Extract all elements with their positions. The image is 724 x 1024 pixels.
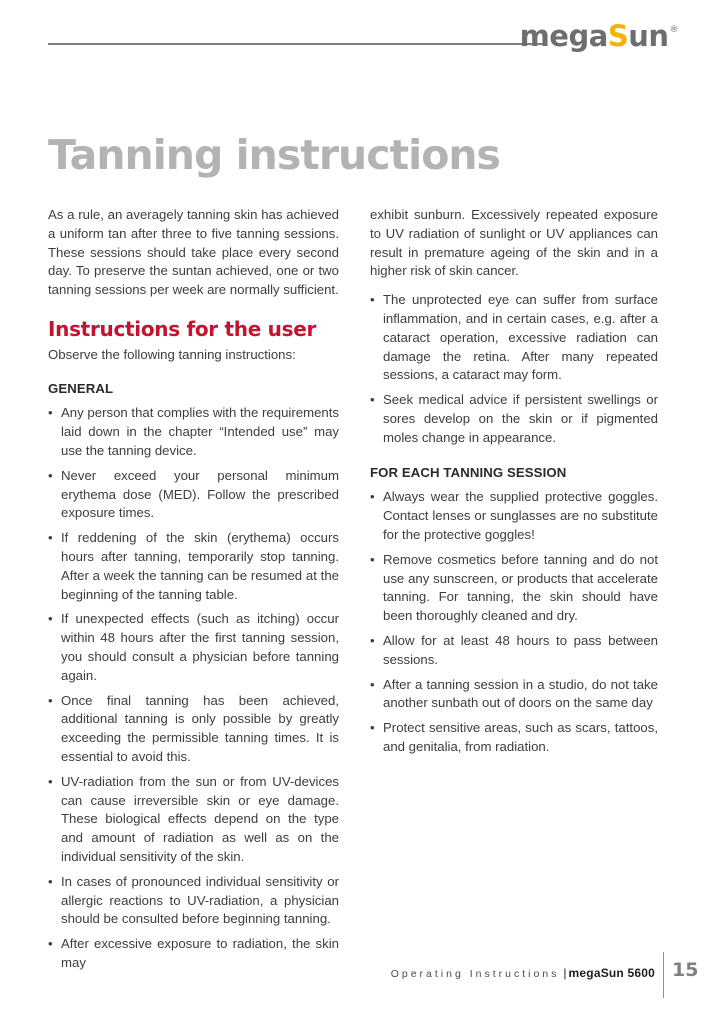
footer-divider [663,952,664,998]
page-number: 15 [672,959,699,981]
list-item: • After excessive exposure to radiation, the skin may [61,935,339,973]
general-bullet-list-continued [370,291,658,447]
footer-separator: | [563,966,567,980]
general-heading: GENERAL [48,380,114,396]
list-item: • UV-radiation from the sun or from UV-devices can cause irreversible skin or eye damage. These biological effects depend on the type and amount of radiation as well as on the individual sensitivity of the skin. [61,773,339,867]
list-item: • Seek medical advice if persistent swellings or sores develop on the skin or if pigmented moles change in appearance. [383,391,658,447]
list-item: • Always wear the supplied protective goggles. Contact lenses or sunglasses are no substitute for the protective goggles! [383,488,658,544]
list-item: • Protect sensitive areas, such as scars, tattoos, and genitalia, from radiation. [383,719,658,757]
continuation-paragraph: exhibit sunburn. Excessively repeated exposure to UV radiation of sunlight or UV appliances can result in premature ageing of the skin and in a higher risk of skin cancer. [370,207,658,279]
general-bullet-list [48,404,339,972]
list-item: • If reddening of the skin (erythema) occurs hours after tanning, temporarily stop tanning. After a week the tanning can be resumed at the beginning of the tanning table. [61,529,339,604]
list-item: • The unprotected eye can suffer from surface inflammation, and in certain cases, e.g. after a cataract operation, excessive radiation can damage the retina. After many repeated sessions, a cataract may form. [383,291,658,385]
left-column [48,206,339,979]
list-item: • Once final tanning has been achieved, additional tanning is only possible by greatly exceeding the permissible tanning times. It is essential to avoid this. [61,692,339,767]
footer-label: Operating Instructions [390,968,560,980]
section-heading: Instructions for the user [48,316,317,341]
registered-mark: ® [669,25,678,35]
list-item: • After a tanning session in a studio, do not take another sunbath out of doors on the same day [383,676,658,714]
header-rule [48,43,545,45]
section-subtext: Observe the following tanning instructions: [48,346,296,362]
logo-prefix: mega [519,19,608,53]
list-item: • If unexpected effects (such as itching) occur within 48 hours after the first tanning session, you should consult a physician before tanning again. [61,610,339,685]
list-item: • Never exceed your personal minimum erythema dose (MED). Follow the prescribed exposure times. [61,467,339,523]
list-item: • Remove cosmetics before tanning and do not use any sunscreen, or products that accelerate tanning. For tanning, the skin should have been thoroughly cleaned and dry. [383,551,658,626]
session-heading: FOR EACH TANNING SESSION [370,464,567,480]
list-item: • In cases of pronounced individual sensitivity or allergic reactions to UV-radiation, a physician should be consulted before beginning tanning. [61,873,339,929]
list-item: • Any person that complies with the requirements laid down in the chapter “Intended use” may use the tanning device. [61,404,339,460]
brand-logo [519,19,678,53]
logo-suffix: un [628,19,669,53]
logo-highlight: S [607,19,629,53]
list-item: • Allow for at least 48 hours to pass between sessions. [383,632,658,670]
footer [391,964,655,982]
footer-product: megaSun 5600 [568,966,655,980]
session-bullet-list [370,488,658,756]
right-column [370,206,658,763]
page-title: Tanning instructions [48,131,500,180]
intro-paragraph: As a rule, an averagely tanning skin has achieved a uniform tan after three to five tanning sessions. These sessions should take place every second day. To preserve the suntan achieved, one or two tanning sessions per week are normally sufficient. [48,207,339,298]
